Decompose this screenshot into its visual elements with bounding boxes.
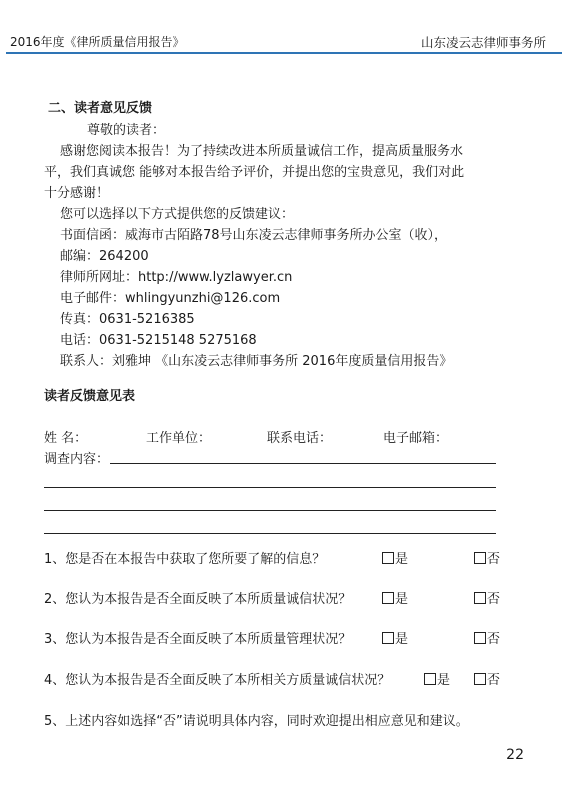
question-1: 1、您是否在本报告中获取了您所要了解的信息？	[44, 552, 326, 567]
checkbox-icon[interactable]	[382, 552, 394, 564]
question-4: 4、您认为本报告是否全面反映了本所相关方质量诚信状况？	[44, 673, 391, 688]
survey-line-4[interactable]	[44, 533, 496, 534]
survey-content-label: 调查内容：	[44, 452, 110, 467]
question-2: 2、您认为本报告是否全面反映了本所质量诚信状况？	[44, 592, 352, 607]
no-label: 否	[487, 673, 501, 688]
email-field-label: 电子邮箱：	[383, 431, 449, 446]
name-field-label: 姓 名：	[44, 431, 88, 446]
contact-website: 律师所网址：http://www.lyzlawyer.cn	[60, 270, 293, 285]
question-4-yes[interactable]	[424, 669, 450, 688]
intro-line-1: 感谢您阅读本报告！为了持续改进本所质量诚信工作，提高质量服务水	[60, 144, 464, 159]
checkbox-icon[interactable]	[424, 673, 436, 685]
header-report-title: 2016年度《律所质量信用报告》	[10, 35, 185, 49]
question-3-no[interactable]	[474, 628, 500, 647]
question-3-yes[interactable]	[382, 628, 408, 647]
no-label: 否	[487, 632, 501, 647]
survey-line-2[interactable]	[44, 487, 496, 488]
checkbox-icon[interactable]	[474, 632, 486, 644]
checkbox-icon[interactable]	[474, 592, 486, 604]
checkbox-icon[interactable]	[474, 673, 486, 685]
intro-line-3: 十分感谢！	[44, 186, 110, 201]
page-number: 22	[506, 747, 524, 763]
form-title: 读者反馈意见表	[44, 389, 136, 404]
intro-line-2: 平，我们真诚您 能够对本报告给予评价，并提出您的宝贵意见，我们对此	[44, 165, 465, 180]
question-5-note: 5、上述内容如选择“否”请说明具体内容，同时欢迎提出相应意见和建议。	[44, 714, 469, 729]
section-heading: 二、读者意见反馈	[48, 101, 153, 116]
contact-fax: 传真：0631-5216385	[60, 312, 195, 327]
contact-phone: 电话：0631-5215148 5275168	[60, 333, 257, 348]
survey-line-3[interactable]	[44, 510, 496, 511]
question-3: 3、您认为本报告是否全面反映了本所质量管理状况？	[44, 632, 352, 647]
employer-field-label: 工作单位：	[146, 431, 212, 446]
question-4-no[interactable]	[474, 669, 500, 688]
header-firm-name: 山东凌云志律师事务所	[420, 35, 546, 50]
question-1-no[interactable]	[474, 548, 500, 567]
contact-postcode: 邮编：264200	[60, 249, 149, 264]
contact-person: 联系人：刘雅坤 《山东凌云志律师事务所 2016年度质量信用报告》	[60, 354, 453, 369]
question-1-yes[interactable]	[382, 548, 408, 567]
salutation: 尊敬的读者：	[87, 123, 166, 138]
yes-label: 是	[395, 552, 409, 567]
yes-label: 是	[395, 592, 409, 607]
checkbox-icon[interactable]	[382, 632, 394, 644]
contact-mail-address: 书面信函：威海市古陌路78号山东凌云志律师事务所办公室（收），	[60, 228, 448, 243]
yes-label: 是	[437, 673, 451, 688]
header-divider	[6, 52, 562, 54]
checkbox-icon[interactable]	[382, 592, 394, 604]
question-2-no[interactable]	[474, 588, 500, 607]
contact-email: 电子邮件：whlingyunzhi@126.com	[60, 291, 281, 306]
no-label: 否	[487, 592, 501, 607]
no-label: 否	[487, 552, 501, 567]
contact-intro: 您可以选择以下方式提供您的反馈建议：	[60, 207, 295, 222]
phone-field-label: 联系电话：	[267, 431, 333, 446]
survey-content-line[interactable]	[110, 463, 496, 464]
question-2-yes[interactable]	[382, 588, 408, 607]
yes-label: 是	[395, 632, 409, 647]
checkbox-icon[interactable]	[474, 552, 486, 564]
